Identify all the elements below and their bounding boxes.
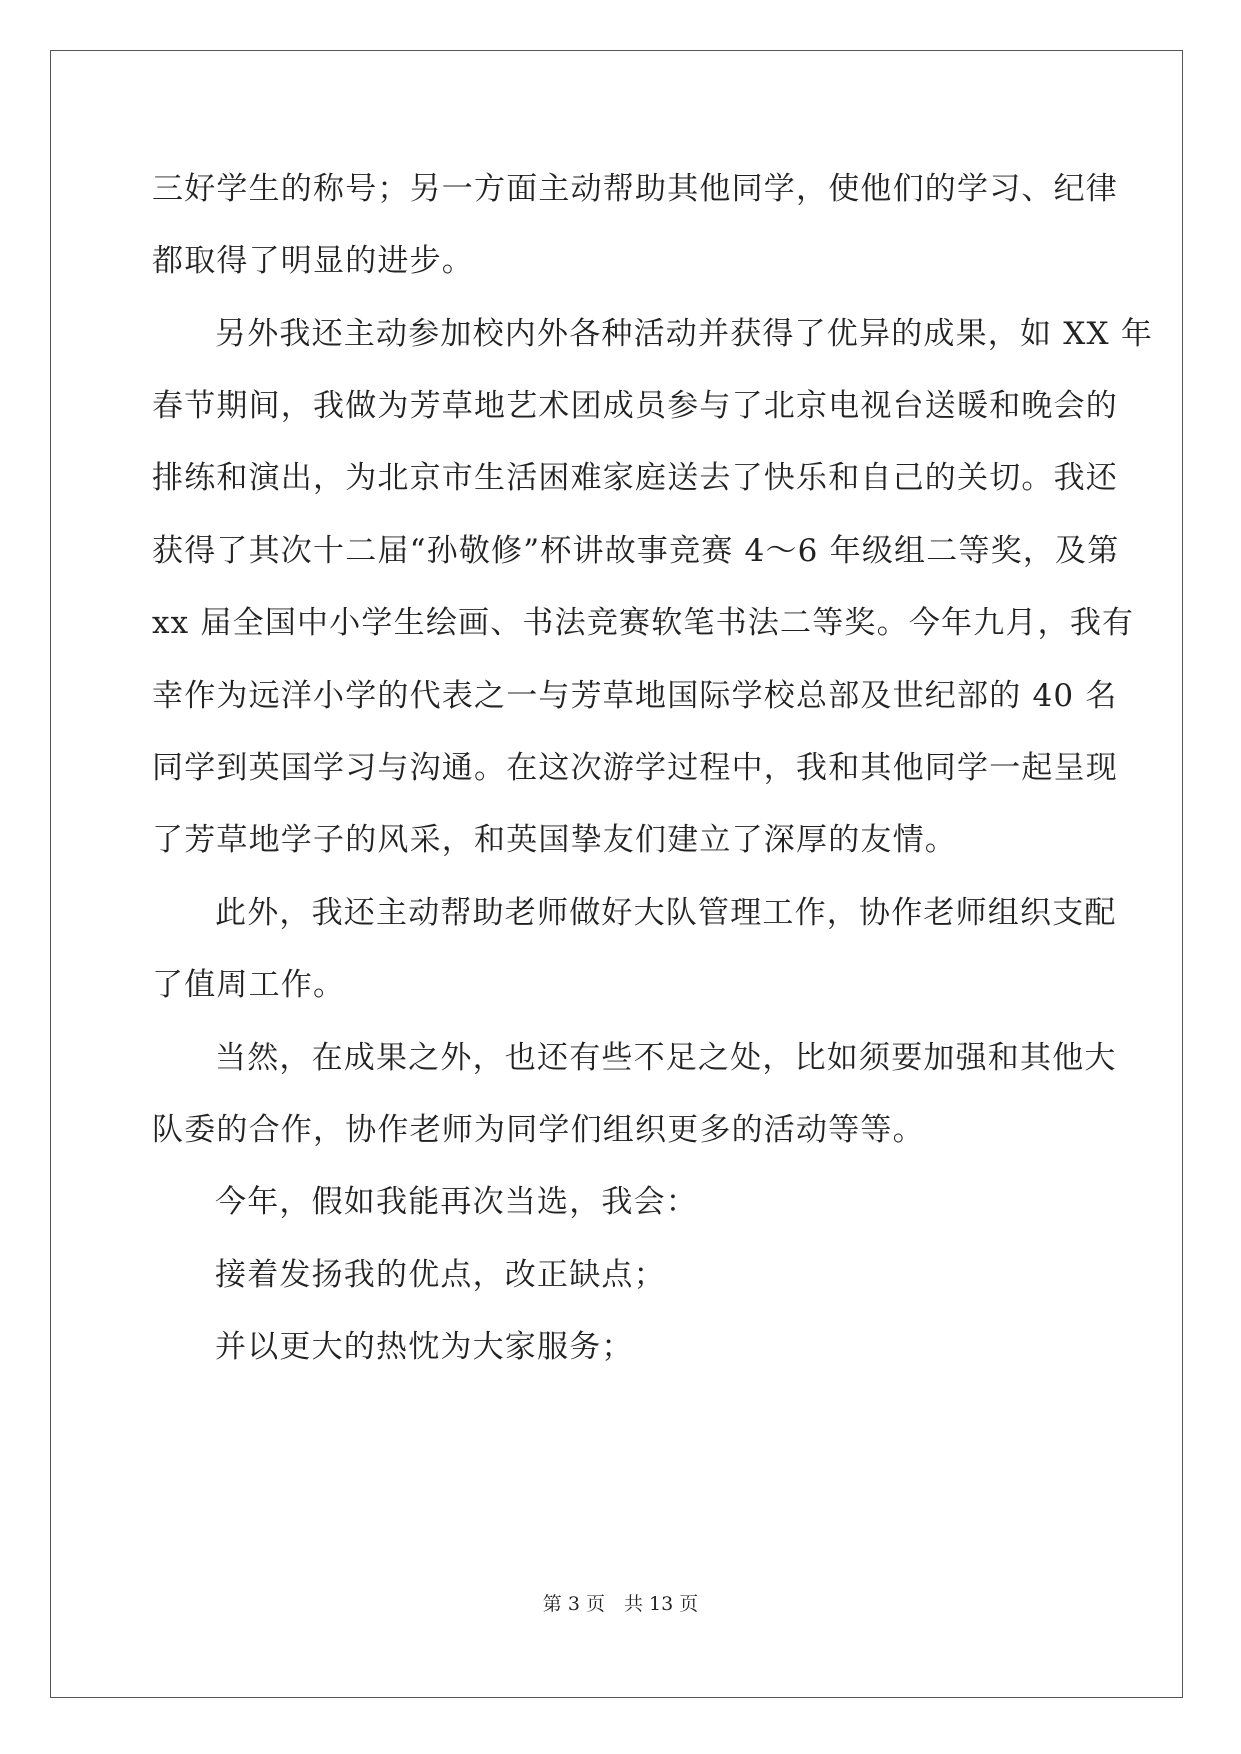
text-line-14: 队委的合作，协作老师为同学们组织更多的活动等等。 bbox=[152, 1112, 925, 1148]
text-line-11: 此外，我还主动帮助老师做好大队管理工作，协作老师组织支配 bbox=[215, 895, 1117, 931]
text-line-17: 并以更大的热忱为大家服务； bbox=[215, 1329, 634, 1365]
text-line-9: 同学到英国学习与沟通。在这次游学过程中，我和其他同学一起呈现 bbox=[152, 750, 1118, 786]
page-number-footer: 第 3 页 共 13 页 bbox=[542, 1593, 699, 1615]
text-line-7: xx 届全国中小学生绘画、书法竞赛软笔书法二等奖。今年九月，我有 bbox=[152, 605, 1135, 641]
text-line-5: 排练和演出，为北京市生活困难家庭送去了快乐和自己的关切。我还 bbox=[152, 460, 1118, 496]
text-line-13: 当然，在成果之外，也还有些不足之处，比如须要加强和其他大 bbox=[215, 1040, 1117, 1076]
text-line-1: 三好学生的称号；另一方面主动帮助其他同学，使他们的学习、纪律 bbox=[152, 171, 1118, 207]
text-line-6: 获得了其次十二届“孙敬修”杯讲故事竞赛 4～6 年级组二等奖，及第 bbox=[152, 533, 1120, 569]
page-border bbox=[50, 50, 1183, 1698]
text-line-2: 都取得了明显的进步。 bbox=[152, 243, 474, 279]
text-line-4: 春节期间，我做为芳草地艺术团成员参与了北京电视台送暖和晚会的 bbox=[152, 388, 1118, 424]
text-line-8: 幸作为远洋小学的代表之一与芳草地国际学校总部及世纪部的 40 名 bbox=[152, 678, 1118, 714]
text-line-10: 了芳草地学子的风采，和英国挚友们建立了深厚的友情。 bbox=[152, 822, 957, 858]
text-line-16: 接着发扬我的优点，改正缺点； bbox=[215, 1257, 666, 1293]
text-line-3: 另外我还主动参加校内外各种活动并获得了优异的成果，如 XX 年 bbox=[215, 316, 1154, 352]
text-line-15: 今年，假如我能再次当选，我会： bbox=[215, 1184, 698, 1220]
text-line-12: 了值周工作。 bbox=[152, 967, 346, 1003]
